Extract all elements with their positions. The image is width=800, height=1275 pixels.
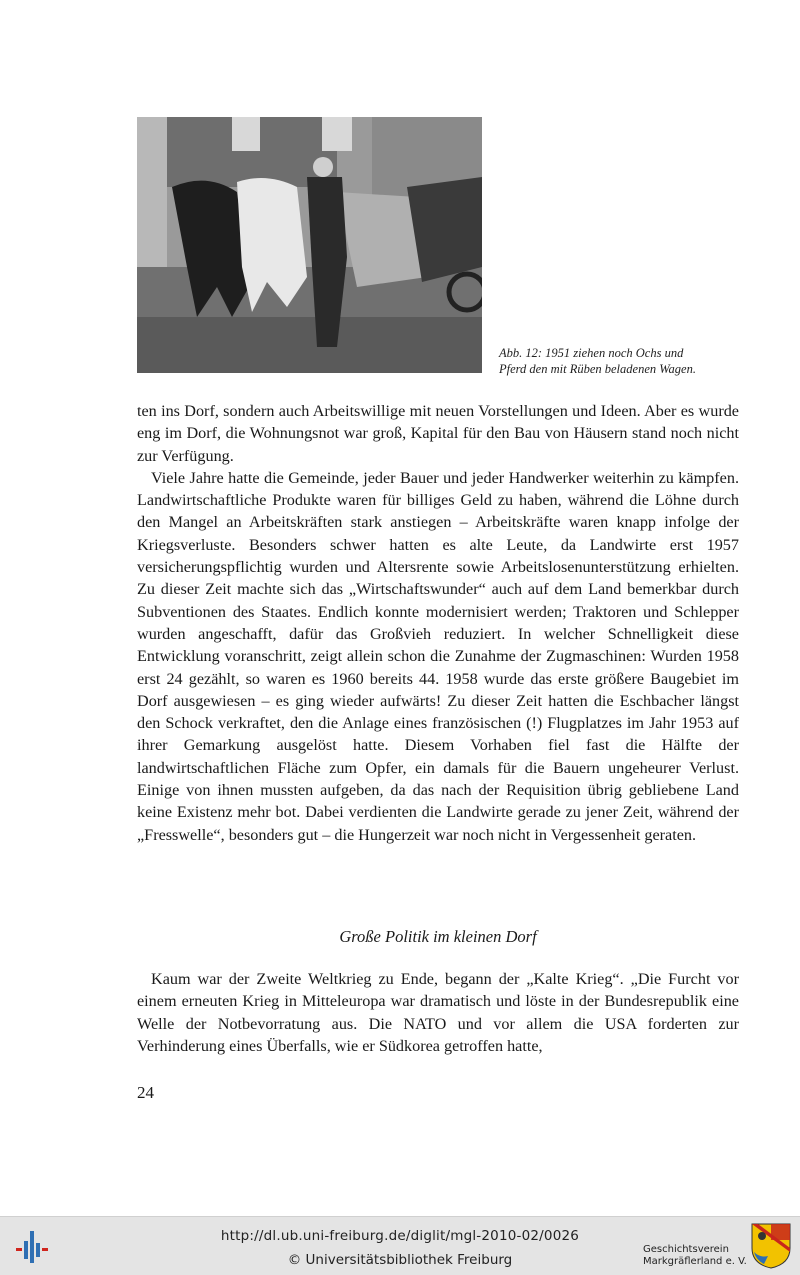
- footer-url-link[interactable]: http://dl.ub.uni-freiburg.de/diglit/mgl-2010-02/0026: [220, 1228, 580, 1244]
- society-name: [643, 1244, 747, 1268]
- photo-ox-horse-cart-image: [137, 117, 482, 373]
- section-heading: Große Politik im kleinen Dorf: [339, 927, 537, 946]
- figure-caption: [499, 345, 759, 377]
- body-text-top: [137, 400, 739, 846]
- page-number: 24: [137, 1083, 154, 1102]
- body-text-section: [137, 968, 739, 1057]
- society-name-line1: Geschichtsverein: [643, 1244, 729, 1255]
- society-name-line2: Markgräflerland e. V.: [643, 1256, 747, 1267]
- society-crest-icon[interactable]: [750, 1222, 792, 1270]
- paragraph-economy: Viele Jahre hatte die Gemeinde, jeder Bauer und jeder Handwerker weiterhin zu kämpfen. Landwirtschaftliche Produkte waren für billiges Geld zu haben, während die Löhne durch den Mangel an Arbeitskräften stark anstiegen – Arbeitskräfte waren knapp infolge der Kriegsverluste. Besonders schwer hatten es alte Leute, da Landwirte erst 1957 versicherungspflichtig wurden und Altersrente sowie Arbeitslosenunterstützung erhielten. Zu dieser Zeit machte sich das „Wirtschaftswunder“ auch auf dem Land bemerkbar durch Subventionen des Staates. Endlich konnte modernisiert werden; Traktoren und Schlepper wurden angeschafft, dafür das Großvieh reduziert. In welcher Schnelligkeit diese Entwicklung voranschritt, zeigt allein schon die Zunahme der Zugmaschinen: Wurden 1958 erst 24 gezählt, so waren es 1960 bereits 44. 1958 wurde das erste größere Baugebiet im Dorf ausgewiesen – es ging wieder aufwärts! Zu dieser Zeit hatten die Eschbacher längst den Schock verkraftet, den die Anlage eines französischen (!) Flugplatzes im Jahr 1953 auf ihrer Gemarkung ausgelöst hatte. Diesem Vorhaben fiel fast die Hälfte der landwirtschaftlichen Fläche zum Opfer, ein damals für die Bauern ungeheurer Verlust. Einige von ihnen mussten aufgeben, da das nach der Requisition übrig gebliebene Land keine Existenz mehr bot. Dabei verdienten die Landwirte gerade zu jener Zeit, während der „Fresswelle“, besonders gut – die Hungerzeit war noch nicht in Vergessenheit geraten.: [137, 468, 739, 844]
- paragraph-continuation: ten ins Dorf, sondern auch Arbeitswillige mit neuen Vorstellungen und Ideen. Aber es wurde eng im Dorf, die Wohnungsnot war groß, Kapital für den Bau von Häusern stand noch nicht zur Verfügung.: [137, 402, 739, 465]
- footer-bar: [0, 1216, 800, 1275]
- figure-caption-line2: Pferd den mit Rüben beladenen Wagen.: [499, 362, 696, 376]
- figure-photo: [137, 117, 482, 373]
- footer-copyright: © Universitätsbibliothek Freiburg: [287, 1252, 513, 1268]
- paragraph-cold-war: Kaum war der Zweite Weltkrieg zu Ende, begann der „Kalte Krieg“. „Die Furcht vor einem erneuten Krieg in Mitteleuropa war dramatisch und löste in der Bundesrepublik eine Welle der Notbevorratung aus. Die NATO und vor allem die USA forderten zur Verhinderung eines Überfalls, wie er Südkorea getroffen hatte,: [137, 970, 739, 1055]
- figure-caption-line1: Abb. 12: 1951 ziehen noch Ochs und: [499, 346, 684, 360]
